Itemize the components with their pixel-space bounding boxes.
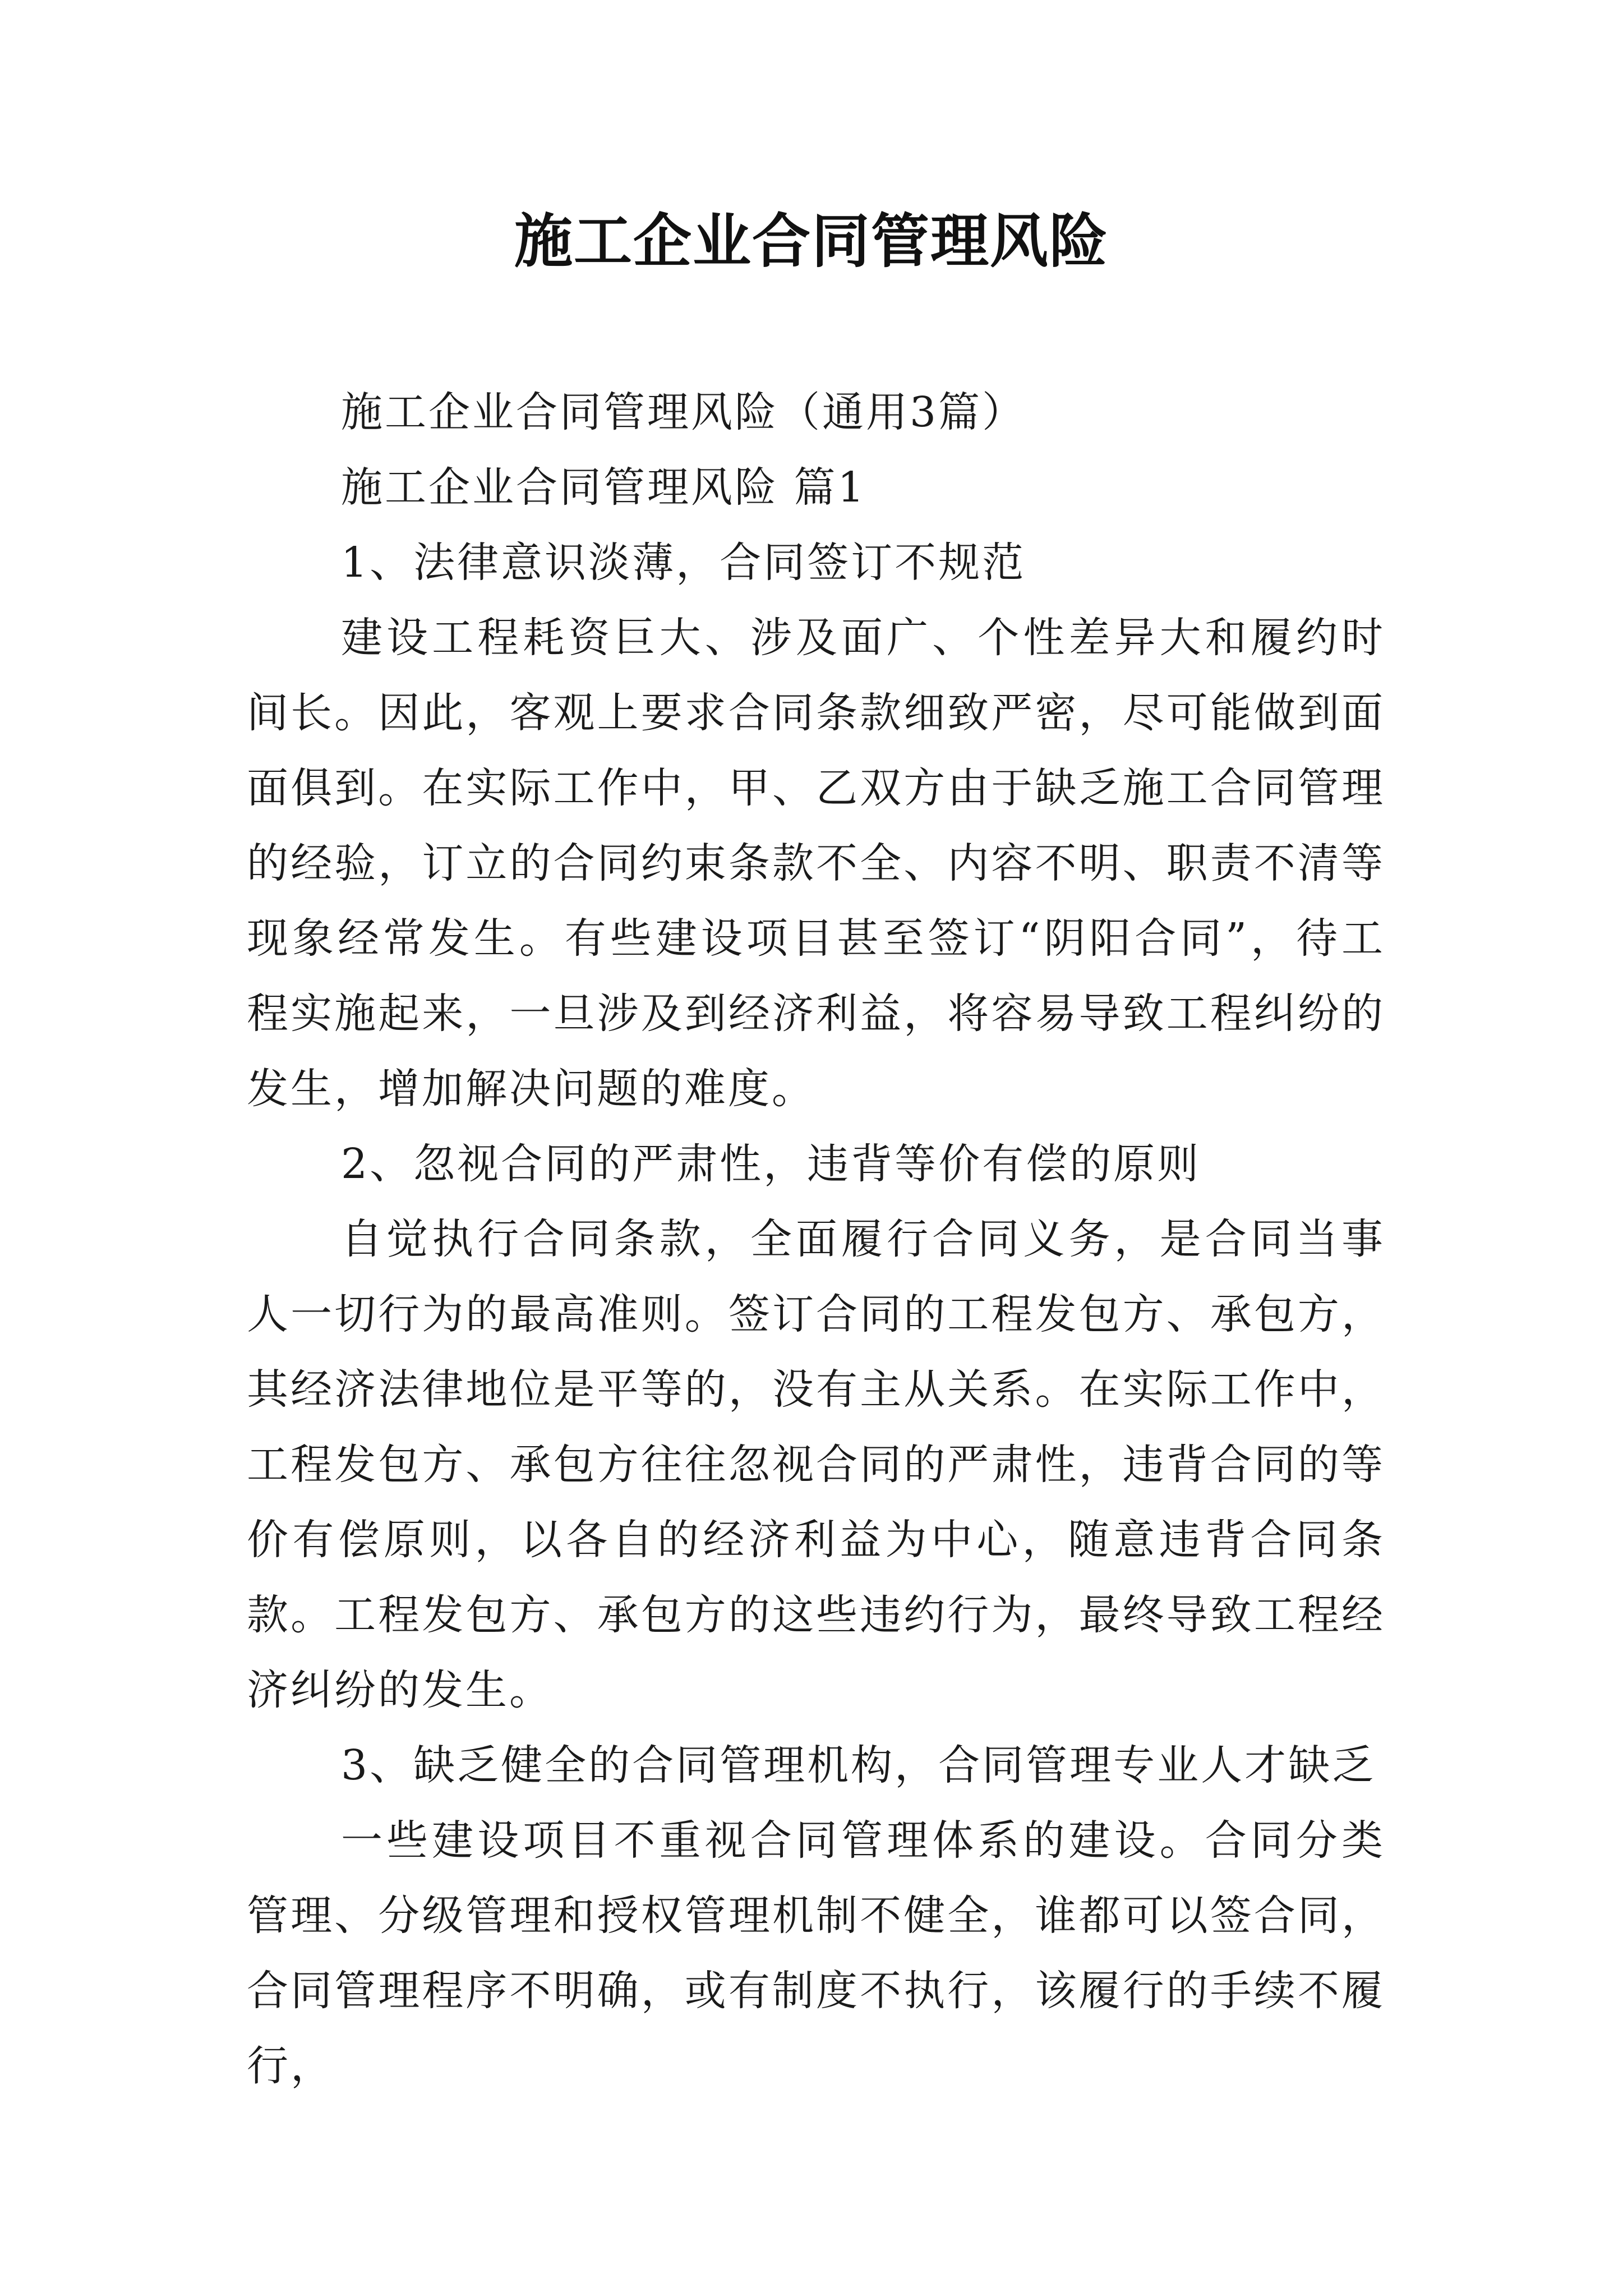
doc-subtitle: 施工企业合同管理风险（通用3篇） [341, 388, 1026, 436]
section-heading: 施工企业合同管理风险 篇1 [341, 463, 866, 512]
body-paragraph: 建设工程耗资巨大、涉及面广、个性差异大和履约时间长。因此，客观上要求合同条款细致严密，尽可能做到面面俱到。在实际工作中，甲、乙双方由于缺乏施工合同管理的经验，订立的合同约束条款不全、内容不明、职责不清等现象经常发生。有些建设项目甚至签订“阴阳合同”，待工程实施起来，一旦涉及到经济利益，将容易导致工程纠纷的发生，增加解决问题的难度。 [247, 614, 1385, 1113]
point-heading: 3、缺乏健全的合同管理机构，合同管理专业人才缺乏 [341, 1741, 1376, 1789]
point-heading: 2、忽视合同的严肃性，违背等价有偿的原则 [341, 1140, 1201, 1188]
document-title: 施工企业合同管理风险 [514, 206, 1109, 275]
point-heading: 1、法律意识淡薄，合同签订不规范 [341, 539, 1026, 587]
body-paragraph: 自觉执行合同条款，全面履行合同义务，是合同当事人一切行为的最高准则。签订合同的工程发包方、承包方，其经济法律地位是平等的，没有主从关系。在实际工作中，工程发包方、承包方往往忽视合同的严肃性，违背合同的等价有偿原则，以各自的经济利益为中心，随意违背合同条款。工程发包方、承包方的这些违约行为，最终导致工程经济纠纷的发生。 [247, 1215, 1385, 1714]
document-body [247, 375, 1385, 2104]
body-paragraph: 一些建设项目不重视合同管理体系的建设。合同分类管理、分级管理和授权管理机制不健全，谁都可以签合同，合同管理程序不明确，或有制度不执行，该履行的手续不履行， [247, 1816, 1385, 2090]
